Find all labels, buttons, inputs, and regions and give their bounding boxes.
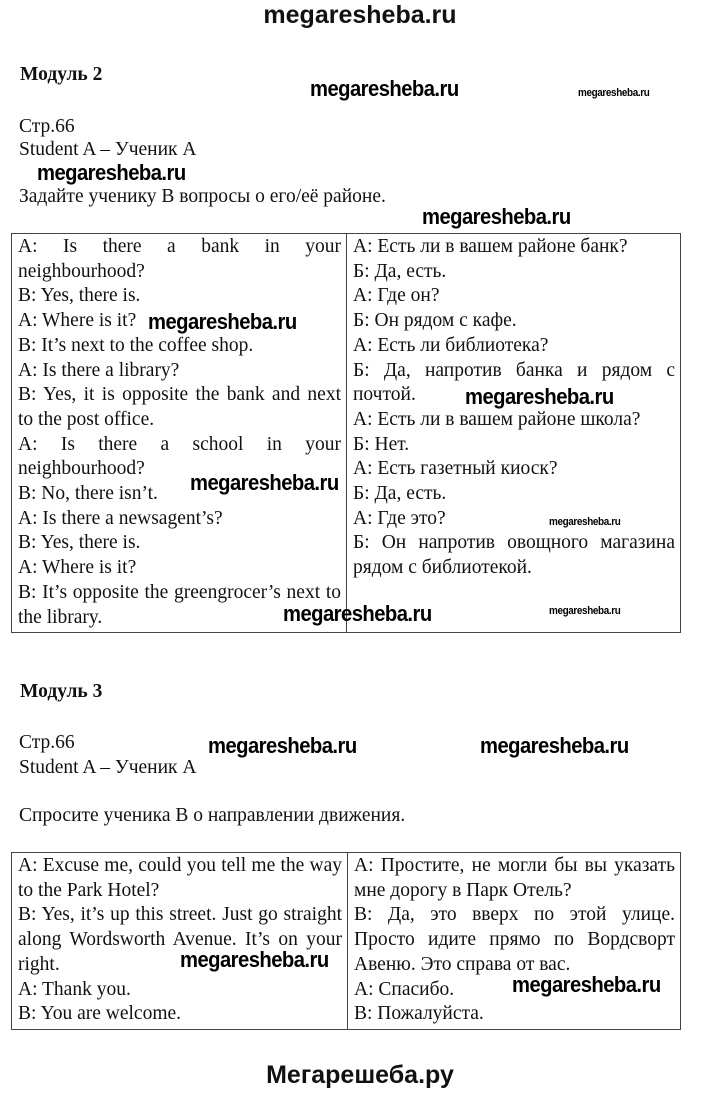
dialogue-line: А: Где это? <box>353 507 446 529</box>
watermark: megaresheba.ru <box>310 76 459 101</box>
watermark: megaresheba.ru <box>190 470 339 495</box>
dialogue-line: Б: Он рядом с кафе. <box>353 310 517 332</box>
watermark: megaresheba.ru <box>465 384 614 409</box>
module2-dialogue-table <box>11 233 681 633</box>
dialogue-line: B: Yes, there is. <box>18 532 141 554</box>
module2-title: Модуль 2 <box>20 64 103 85</box>
watermark-small: megaresheba.ru <box>578 87 650 99</box>
english-column <box>12 853 348 1030</box>
dialogue-line: А: Есть ли в вашем районе банк? <box>353 236 628 257</box>
footer-watermark: Мегарешеба.ру <box>266 1061 454 1089</box>
russian-column <box>348 853 681 1030</box>
english-column <box>12 234 347 633</box>
russian-column <box>347 234 681 633</box>
dialogue-line: B: You are welcome. <box>18 1003 182 1025</box>
page-ref: Стр.66 <box>19 732 75 753</box>
dialogue-line: А: Простите, не могли бы вы указать мне дорогу в Парк Отель? <box>354 855 675 901</box>
dialogue-line: Б: Да, есть. <box>353 260 447 282</box>
module3-title: Модуль 3 <box>20 681 103 702</box>
header-watermark: megaresheba.ru <box>263 1 457 29</box>
watermark: megaresheba.ru <box>37 160 186 185</box>
dialogue-line: B: No, there isn’t. <box>18 483 158 505</box>
dialogue-line: Б: Да, напротив банка и рядом с почтой. <box>353 359 675 406</box>
module3-dialogue-table <box>11 852 681 1030</box>
dialogue-line: A: Excuse me, could you tell me the way to the Park Hotel? <box>18 855 342 901</box>
dialogue-line: B: Yes, it’s up this street. Just go straight along Wordsworth Avenue. It’s on your right. <box>18 904 342 975</box>
dialogue-line: А: Спасибо. <box>354 978 455 1000</box>
page-ref: Стр.66 <box>19 116 75 137</box>
watermark: megaresheba.ru <box>283 601 432 626</box>
dialogue-line: B: Yes, it is opposite the bank and next to the post office. <box>18 384 341 430</box>
dialogue-line: B: It’s opposite the greengrocer’s next to the library. <box>18 581 341 628</box>
dialogue-line: А: Есть ли библиотека? <box>353 334 549 356</box>
watermark: megaresheba.ru <box>180 947 329 972</box>
student-label: Student A – Ученик A <box>19 139 197 160</box>
dialogue-line: A: Is there a bank in your neighbourhood? <box>18 236 341 282</box>
watermark-small: megaresheba.ru <box>549 605 621 617</box>
dialogue-line: A: Thank you. <box>18 978 131 1000</box>
dialogue-line: Б: Нет. <box>353 433 410 455</box>
dialogue-line: Б: Он напротив овощного магазина рядом с библиотекой. <box>353 532 675 579</box>
dialogue-line: A: Is there a newsagent’s? <box>18 507 223 529</box>
task-text: Задайте ученику B вопросы о его/её районе. <box>19 186 386 207</box>
dialogue-line: В: Пожалуйста. <box>354 1003 484 1025</box>
dialogue-line: А: Есть ли в вашем районе школа? <box>353 408 641 430</box>
dialogue-line: A: Is there a library? <box>18 359 180 381</box>
watermark: megaresheba.ru <box>148 309 297 334</box>
watermark: megaresheba.ru <box>512 972 661 997</box>
task-text: Спросите ученика B о направлении движения. <box>19 805 406 826</box>
dialogue-line: Б: Да, есть. <box>353 483 447 505</box>
student-label: Student A – Ученик A <box>19 757 197 778</box>
watermark: megaresheba.ru <box>422 204 571 229</box>
dialogue-line: B: Yes, there is. <box>18 285 141 307</box>
watermark-small: megaresheba.ru <box>549 516 621 528</box>
dialogue-line: B: It’s next to the coffee shop. <box>18 334 254 356</box>
dialogue-line: A: Is there a school in your neighbourhood? <box>18 433 341 480</box>
watermark: megaresheba.ru <box>480 733 629 758</box>
dialogue-line: А: Есть газетный киоск? <box>353 458 558 480</box>
watermark: megaresheba.ru <box>208 733 357 758</box>
dialogue-line: В: Да, это вверх по этой улице. Просто идите прямо по Вордсворт Авеню. Это справа от вас. <box>354 904 675 975</box>
dialogue-line: A: Where is it? <box>18 557 137 579</box>
dialogue-line: А: Где он? <box>353 285 440 307</box>
dialogue-line: A: Where is it? <box>18 310 137 332</box>
